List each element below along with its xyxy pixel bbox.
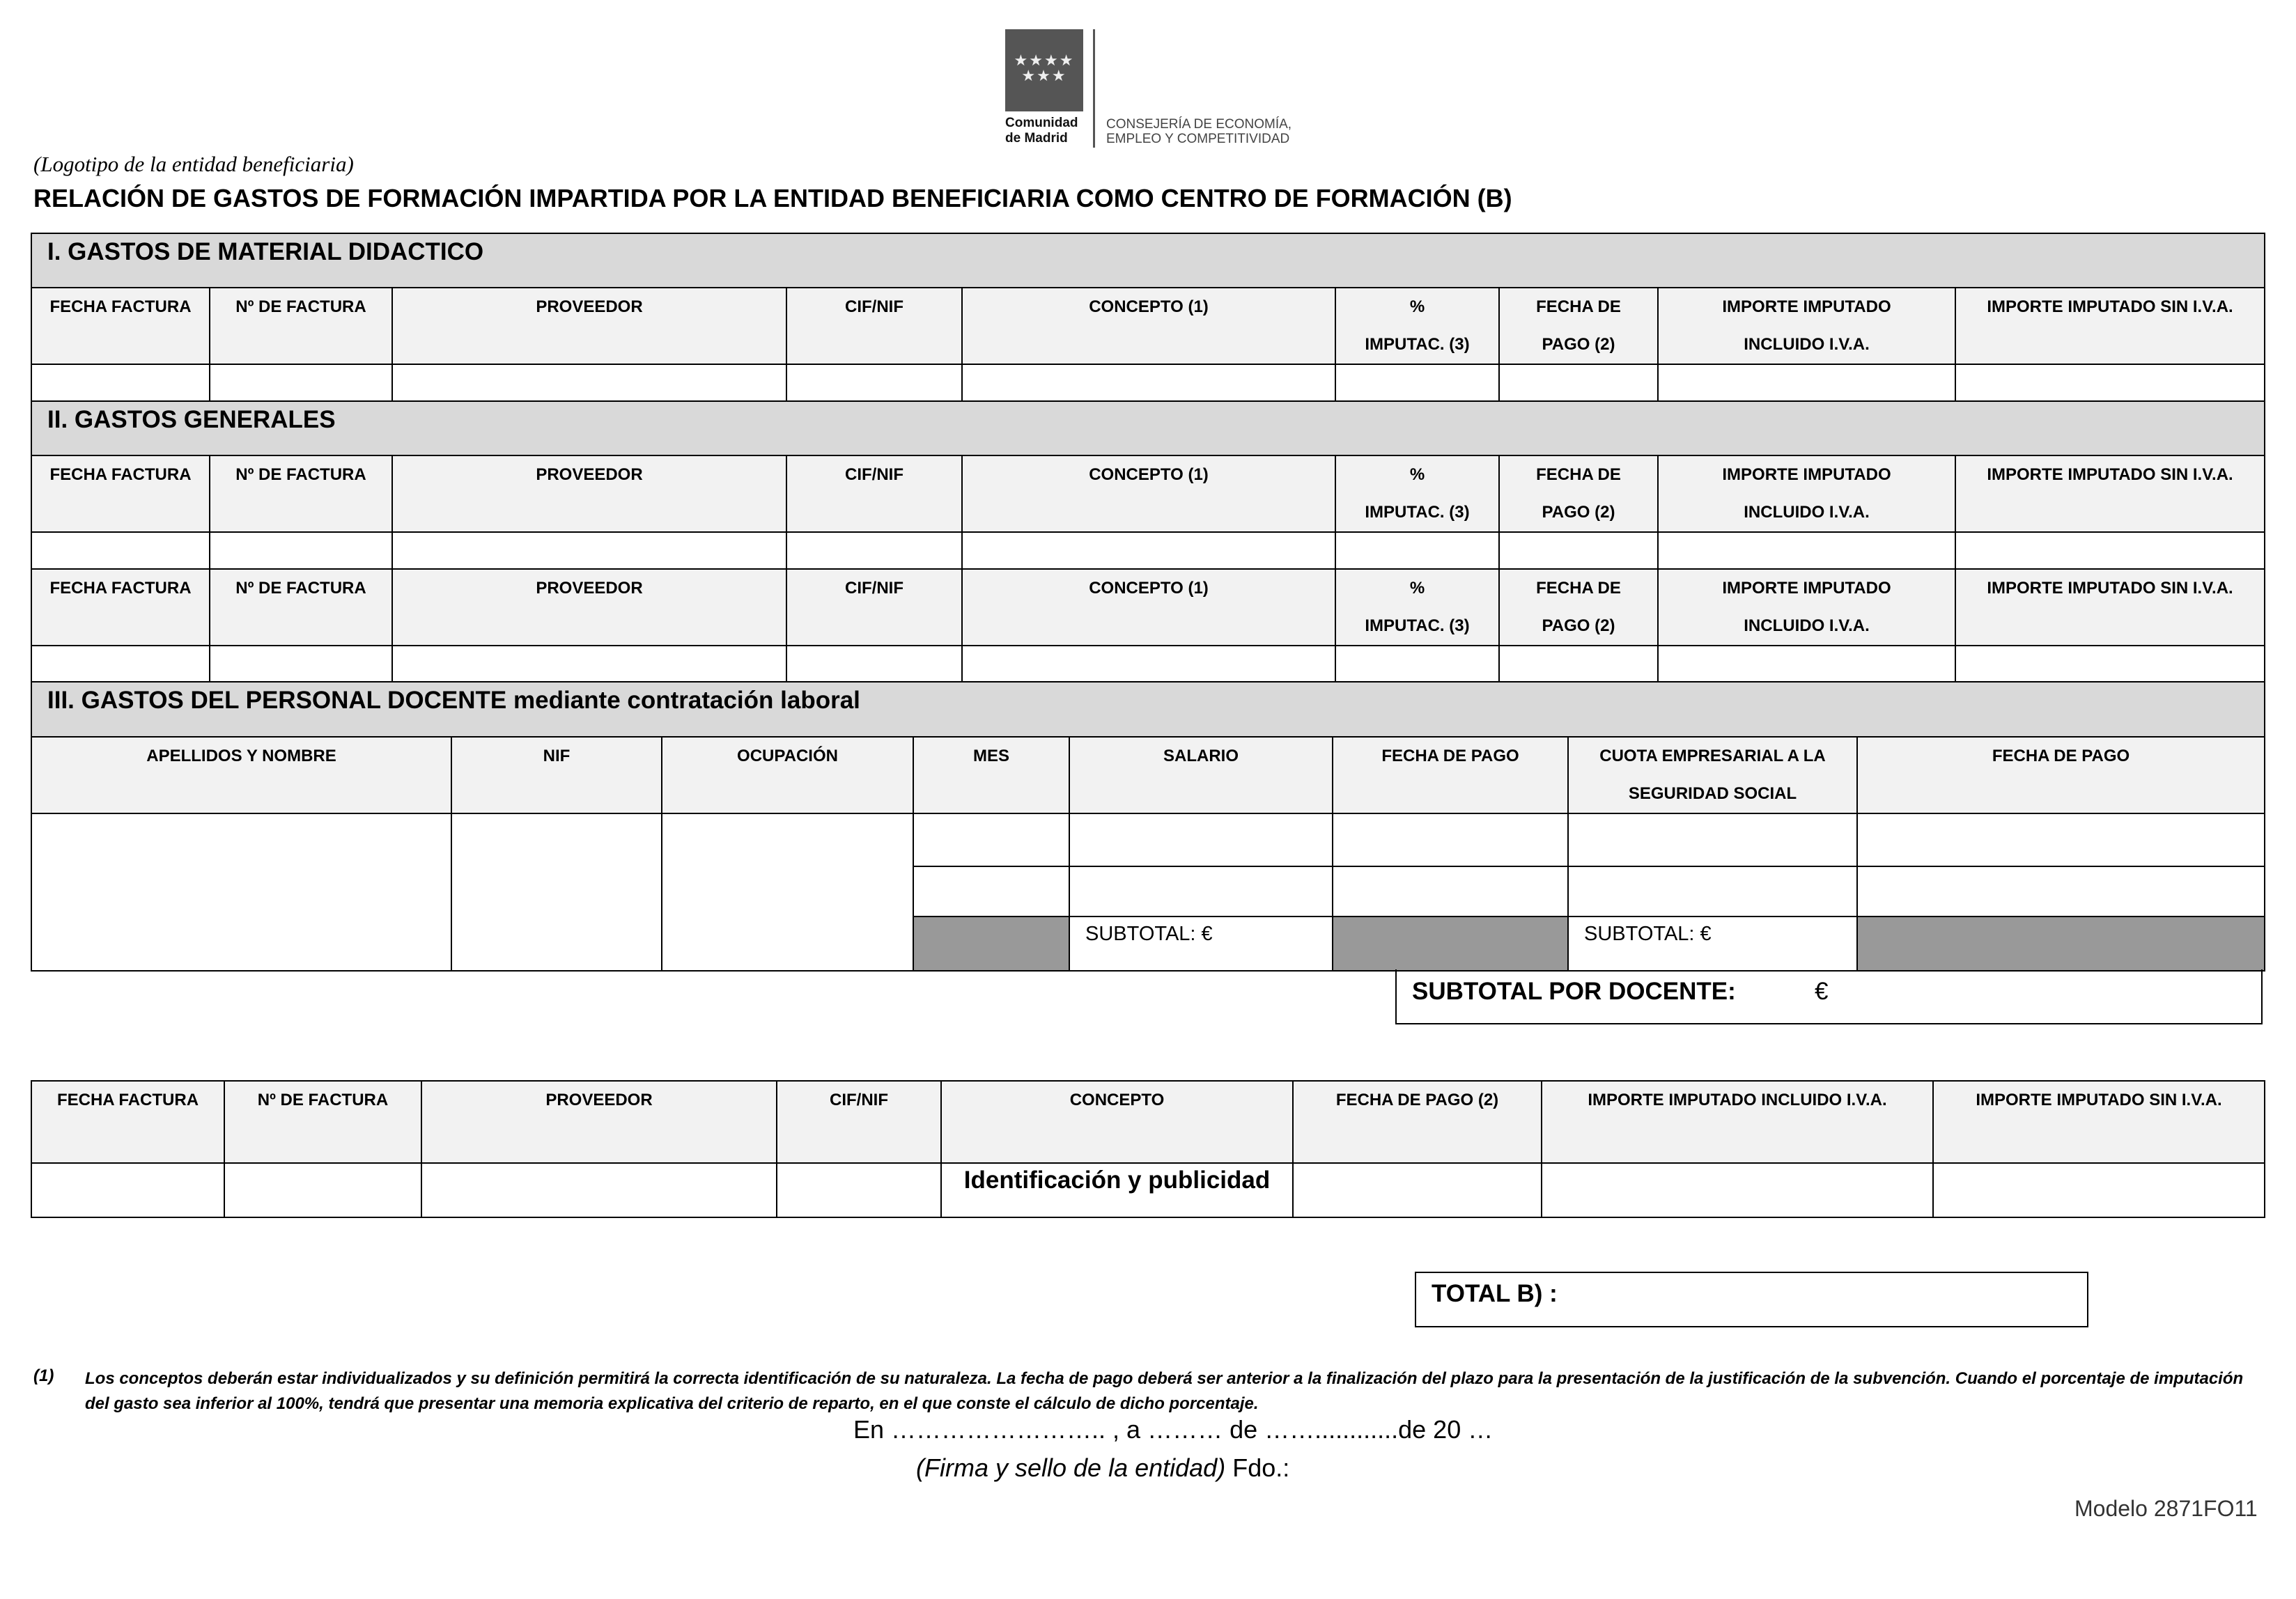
table-row xyxy=(31,646,2265,682)
footnote-number: (1) xyxy=(33,1366,54,1385)
input-cell[interactable] xyxy=(786,646,962,682)
page-title: RELACIÓN DE GASTOS DE FORMACIÓN IMPARTIDA POR LA ENTIDAD BENEFICIARIA COMO CENTRO DE FORMACIÓN (B) xyxy=(33,184,1512,212)
column-header xyxy=(1857,737,2265,813)
header-text: SEGURIDAD SOCIAL xyxy=(1628,784,1797,803)
column-header xyxy=(786,455,962,532)
model-code: Modelo 2871FO11 xyxy=(2074,1496,2258,1521)
concept-cell: Identificación y publicidad xyxy=(941,1163,1293,1217)
header-row xyxy=(31,288,2265,364)
column-header xyxy=(913,737,1069,813)
publicity-expenses-table xyxy=(31,1080,2265,1218)
header-row xyxy=(31,569,2265,646)
header-text: FECHA DE PAGO (2) xyxy=(1335,1091,1499,1109)
input-cell[interactable] xyxy=(1658,364,1955,401)
input-cell[interactable] xyxy=(31,646,210,682)
input-cell[interactable] xyxy=(1542,1163,1933,1217)
input-cell[interactable] xyxy=(1499,364,1658,401)
input-cell[interactable] xyxy=(962,532,1335,569)
header-text: PAGO (2) xyxy=(1542,503,1615,522)
header-text: IMPORTE IMPUTADO SIN I.V.A. xyxy=(1976,1091,2222,1109)
column-header xyxy=(1499,455,1658,532)
place-date-line: En …………………….. , a ……… de ……............de 20 … xyxy=(853,1415,1494,1444)
shaded-cell xyxy=(913,916,1069,971)
column-header xyxy=(786,569,962,646)
header-text: IMPUTAC. (3) xyxy=(1365,616,1470,635)
column-header xyxy=(1658,455,1955,532)
column-header xyxy=(31,455,210,532)
input-cell[interactable] xyxy=(786,532,962,569)
column-header xyxy=(1333,737,1568,813)
logo-flag xyxy=(1005,29,1083,111)
input-cell[interactable] xyxy=(662,813,913,971)
subtotal-cell[interactable]: SUBTOTAL: € xyxy=(1069,916,1333,971)
column-header xyxy=(392,455,786,532)
column-header xyxy=(662,737,913,813)
input-cell[interactable] xyxy=(777,1163,941,1217)
logo-divider xyxy=(1093,29,1095,148)
column-header xyxy=(31,288,210,364)
header-text: CIF/NIF xyxy=(845,297,903,316)
header-text: IMPUTAC. (3) xyxy=(1365,503,1470,522)
subtotal-cell[interactable]: SUBTOTAL: € xyxy=(1568,916,1857,971)
header-text: CIF/NIF xyxy=(845,465,903,484)
column-header xyxy=(451,737,662,813)
header-text: IMPORTE IMPUTADO xyxy=(1722,465,1891,484)
column-header xyxy=(210,569,392,646)
column-header xyxy=(777,1081,941,1163)
input-cell[interactable] xyxy=(1335,364,1499,401)
section-header-row xyxy=(31,401,2265,455)
input-cell[interactable] xyxy=(1955,532,2265,569)
expenses-table-sections-1-2 xyxy=(31,233,2265,683)
input-cell[interactable] xyxy=(962,646,1335,682)
column-header xyxy=(1335,288,1499,364)
column-header xyxy=(1568,737,1857,813)
header-text: FECHA DE xyxy=(1536,465,1621,484)
column-header xyxy=(421,1081,777,1163)
header-text: Nº DE FACTURA xyxy=(257,1091,389,1109)
header-text: INCLUIDO I.V.A. xyxy=(1744,503,1870,522)
input-cell[interactable] xyxy=(1499,532,1658,569)
input-cell[interactable] xyxy=(1335,646,1499,682)
column-header xyxy=(786,288,962,364)
input-cell[interactable] xyxy=(210,646,392,682)
header-text: SALARIO xyxy=(1163,747,1239,765)
header-text: IMPORTE IMPUTADO xyxy=(1722,297,1891,316)
header-text: PAGO (2) xyxy=(1542,335,1615,354)
input-cell[interactable] xyxy=(210,532,392,569)
header-text: % xyxy=(1409,579,1425,598)
header-text: CONCEPTO (1) xyxy=(1089,579,1209,598)
input-cell[interactable] xyxy=(1658,646,1955,682)
header-text: IMPUTAC. (3) xyxy=(1365,335,1470,354)
subtotal-per-teacher-box xyxy=(1395,969,2263,1024)
input-cell[interactable] xyxy=(1499,646,1658,682)
header-text: IMPORTE IMPUTADO SIN I.V.A. xyxy=(1987,465,2233,484)
header-row xyxy=(31,455,2265,532)
input-cell[interactable] xyxy=(913,866,1069,916)
input-cell[interactable] xyxy=(1069,866,1333,916)
column-header xyxy=(224,1081,421,1163)
header-text: CIF/NIF xyxy=(830,1091,888,1109)
header-text: OCUPACIÓN xyxy=(737,747,838,765)
input-cell[interactable] xyxy=(31,364,210,401)
column-header xyxy=(1955,288,2265,364)
section-title: III. GASTOS DEL PERSONAL DOCENTE mediante contratación laboral xyxy=(31,682,2265,737)
input-cell[interactable] xyxy=(1955,646,2265,682)
input-cell[interactable] xyxy=(31,532,210,569)
column-header xyxy=(210,455,392,532)
column-header xyxy=(392,288,786,364)
header-text: CONCEPTO xyxy=(1069,1091,1165,1109)
signature-fdo: Fdo.: xyxy=(1232,1453,1290,1482)
header-text: IMPORTE IMPUTADO xyxy=(1722,579,1891,598)
subtotal-per-teacher-currency: € xyxy=(1815,978,1829,1005)
section-title: I. GASTOS DE MATERIAL DIDACTICO xyxy=(31,233,2265,288)
input-cell[interactable] xyxy=(210,364,392,401)
header-text: MES xyxy=(972,747,1009,765)
table-row xyxy=(31,813,2265,866)
stars-icon: ★★★★ ★★★ xyxy=(1014,52,1075,84)
table-row xyxy=(31,1163,2265,1217)
column-header xyxy=(962,455,1335,532)
comunidad-madrid-logo xyxy=(1005,29,1326,152)
column-header xyxy=(31,569,210,646)
column-header xyxy=(1499,569,1658,646)
header-text: PAGO (2) xyxy=(1542,616,1615,635)
column-header xyxy=(31,737,451,813)
column-header xyxy=(1499,288,1658,364)
header-text: INCLUIDO I.V.A. xyxy=(1744,616,1870,635)
input-cell[interactable] xyxy=(451,813,662,971)
column-header xyxy=(31,1081,224,1163)
input-cell[interactable] xyxy=(1658,532,1955,569)
input-cell[interactable] xyxy=(1568,813,1857,866)
header-text: FECHA DE xyxy=(1536,579,1621,598)
input-cell[interactable] xyxy=(392,364,786,401)
input-cell[interactable] xyxy=(1069,813,1333,866)
header-text: FECHA DE PAGO xyxy=(1381,747,1519,765)
column-header xyxy=(1658,288,1955,364)
column-header xyxy=(1335,455,1499,532)
header-text: CUOTA EMPRESARIAL A LA xyxy=(1599,747,1826,765)
section-title: II. GASTOS GENERALES xyxy=(31,401,2265,455)
header-text: PROVEEDOR xyxy=(536,297,643,316)
input-cell[interactable] xyxy=(786,364,962,401)
column-header xyxy=(962,569,1335,646)
input-cell[interactable] xyxy=(1333,866,1568,916)
input-cell[interactable] xyxy=(1335,532,1499,569)
header-text: INCLUIDO I.V.A. xyxy=(1744,335,1870,354)
shaded-cell xyxy=(1857,916,2265,971)
header-text: Nº DE FACTURA xyxy=(235,297,366,316)
header-text: CONCEPTO (1) xyxy=(1089,297,1209,316)
input-cell[interactable] xyxy=(392,532,786,569)
header-text: APELLIDOS Y NOMBRE xyxy=(146,747,336,765)
header-text: Nº DE FACTURA xyxy=(235,465,366,484)
column-header xyxy=(392,569,786,646)
header-text: FECHA FACTURA xyxy=(49,465,192,484)
column-header xyxy=(1955,455,2265,532)
signature-line xyxy=(916,1453,1289,1483)
header-text: % xyxy=(1409,297,1425,316)
column-header xyxy=(210,288,392,364)
header-text: FECHA FACTURA xyxy=(49,579,192,598)
header-text: FECHA FACTURA xyxy=(49,297,192,316)
column-header xyxy=(1293,1081,1542,1163)
table-row xyxy=(31,364,2265,401)
header-text: NIF xyxy=(543,747,571,765)
column-header xyxy=(1658,569,1955,646)
header-text: FECHA FACTURA xyxy=(56,1091,199,1109)
shaded-cell xyxy=(1333,916,1568,971)
beneficiary-logo-placeholder: (Logotipo de la entidad beneficiaria) xyxy=(33,152,354,176)
header-text: Nº DE FACTURA xyxy=(235,579,366,598)
header-row xyxy=(31,1081,2265,1163)
input-cell[interactable] xyxy=(913,813,1069,866)
input-cell[interactable] xyxy=(421,1163,777,1217)
teaching-staff-table xyxy=(31,681,2265,972)
input-cell[interactable] xyxy=(31,1163,224,1217)
table-row xyxy=(31,532,2265,569)
header-text: CIF/NIF xyxy=(845,579,903,598)
input-cell[interactable] xyxy=(1568,866,1857,916)
input-cell[interactable] xyxy=(1857,813,2265,866)
section-header-row xyxy=(31,682,2265,737)
header-text: PROVEEDOR xyxy=(536,579,643,598)
column-header xyxy=(1933,1081,2265,1163)
total-b-box[interactable] xyxy=(1415,1272,2088,1327)
input-cell[interactable] xyxy=(1955,364,2265,401)
input-cell[interactable] xyxy=(1293,1163,1542,1217)
header-text: IMPORTE IMPUTADO SIN I.V.A. xyxy=(1987,579,2233,598)
column-header xyxy=(1955,569,2265,646)
input-cell[interactable] xyxy=(31,813,451,971)
subtotal-per-teacher-label: SUBTOTAL POR DOCENTE: xyxy=(1412,978,1736,1005)
column-header xyxy=(962,288,1335,364)
header-text: % xyxy=(1409,465,1425,484)
column-header xyxy=(941,1081,1293,1163)
input-cell[interactable] xyxy=(962,364,1335,401)
header-row xyxy=(31,737,2265,813)
header-text: CONCEPTO (1) xyxy=(1089,465,1209,484)
signature-label: (Firma y sello de la entidad) xyxy=(916,1453,1226,1482)
column-header xyxy=(1542,1081,1933,1163)
header-text: FECHA DE PAGO xyxy=(1992,747,2130,765)
footnote-text: Los conceptos deberán estar individualizados y su definición permitirá la correcta identificación de su naturaleza. La fecha de pago deberá ser anterior a la finalización del plazo para la presentación de la justificación de la subvención. Cuando el porcentaje de imputación del gasto sea inferior al 100%, tendrá que presentar una memoria explicativa del criterio de reparto, en el que conste el cálculo de dicho porcentaje. xyxy=(85,1369,2244,1413)
logo-name: Comunidad de Madrid xyxy=(1005,116,1078,146)
header-text: FECHA DE xyxy=(1536,297,1621,316)
header-text: IMPORTE IMPUTADO SIN I.V.A. xyxy=(1987,297,2233,316)
total-b-label: TOTAL B) : xyxy=(1432,1280,1558,1307)
input-cell[interactable] xyxy=(1933,1163,2265,1217)
input-cell[interactable] xyxy=(1857,866,2265,916)
input-cell[interactable] xyxy=(1333,813,1568,866)
section-header-row xyxy=(31,233,2265,288)
input-cell[interactable] xyxy=(392,646,786,682)
header-text: IMPORTE IMPUTADO INCLUIDO I.V.A. xyxy=(1588,1091,1887,1109)
column-header xyxy=(1069,737,1333,813)
header-text: PROVEEDOR xyxy=(545,1091,653,1109)
column-header xyxy=(1335,569,1499,646)
header-text: PROVEEDOR xyxy=(536,465,643,484)
logo-department: CONSEJERÍA DE ECONOMÍA, EMPLEO Y COMPETITIVIDAD xyxy=(1106,117,1292,146)
input-cell[interactable] xyxy=(224,1163,421,1217)
